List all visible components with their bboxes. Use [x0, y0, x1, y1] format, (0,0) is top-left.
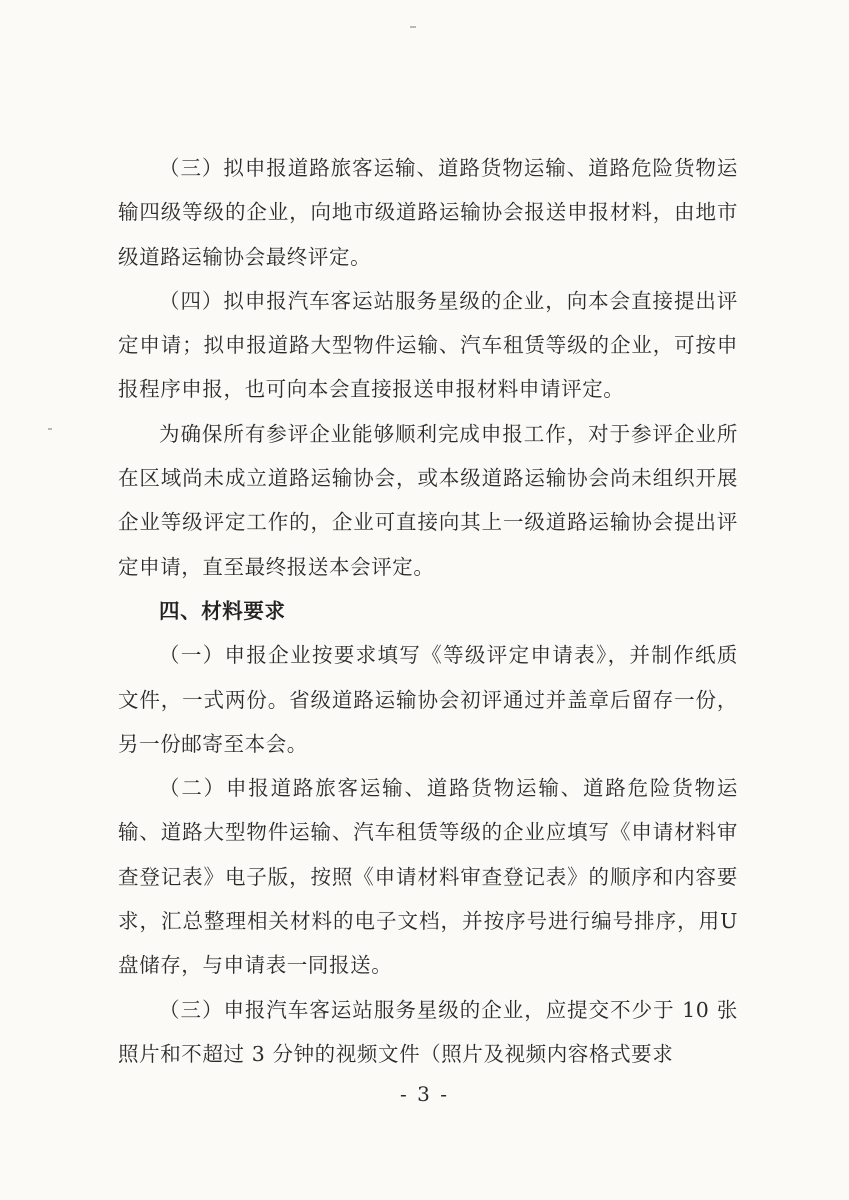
paragraph: （三）拟申报道路旅客运输、道路货物运输、道路危险货物运输四级等级的企业，向地市级道路运输协会报送申报材料，由地市级道路运输协会最终评定。 [118, 156, 738, 269]
paragraph: （一）申报企业按要求填写《等级评定申请表》，并制作纸质文件，一式两份。省级道路运输协会初评通过并盖章后留存一份，另一份邮寄至本会。 [118, 643, 738, 756]
scan-mark [410, 26, 416, 28]
scan-mark [48, 428, 52, 430]
paragraph: （二）申报道路旅客运输、道路货物运输、道路危险货物运输、道路大型物件运输、汽车租赁等级的企业应填写《申请材料审查登记表》电子版，按照《申请材料审查登记表》的顺序和内容要求，汇总整理相关材料的电子文档，并按序号进行编号排序，用U盘储存，与申请表一同报送。 [118, 776, 738, 978]
paragraph: 为确保所有参评企业能够顺利完成申报工作，对于参评企业所在区域尚未成立道路运输协会，或本级道路运输协会尚未组织开展企业等级评定工作的，企业可直接向其上一级道路运输协会提出评定申请，直至最终报送本会评定。 [118, 421, 738, 579]
document-body [118, 146, 738, 1076]
section-heading: 四、材料要求 [159, 598, 286, 623]
paragraph: （四）拟申报汽车客运站服务星级的企业，向本会直接提出评定申请；拟申报道路大型物件运输、汽车租赁等级的企业，可按申报程序申报，也可向本会直接报送申报材料申请评定。 [118, 288, 738, 402]
page-number: - 3 - [400, 1082, 449, 1106]
paragraph: （三）申报汽车客运站服务星级的企业，应提交不少于 10 张照片和不超过 3 分钟的视频文件（照片及视频内容格式要求 [118, 997, 738, 1066]
